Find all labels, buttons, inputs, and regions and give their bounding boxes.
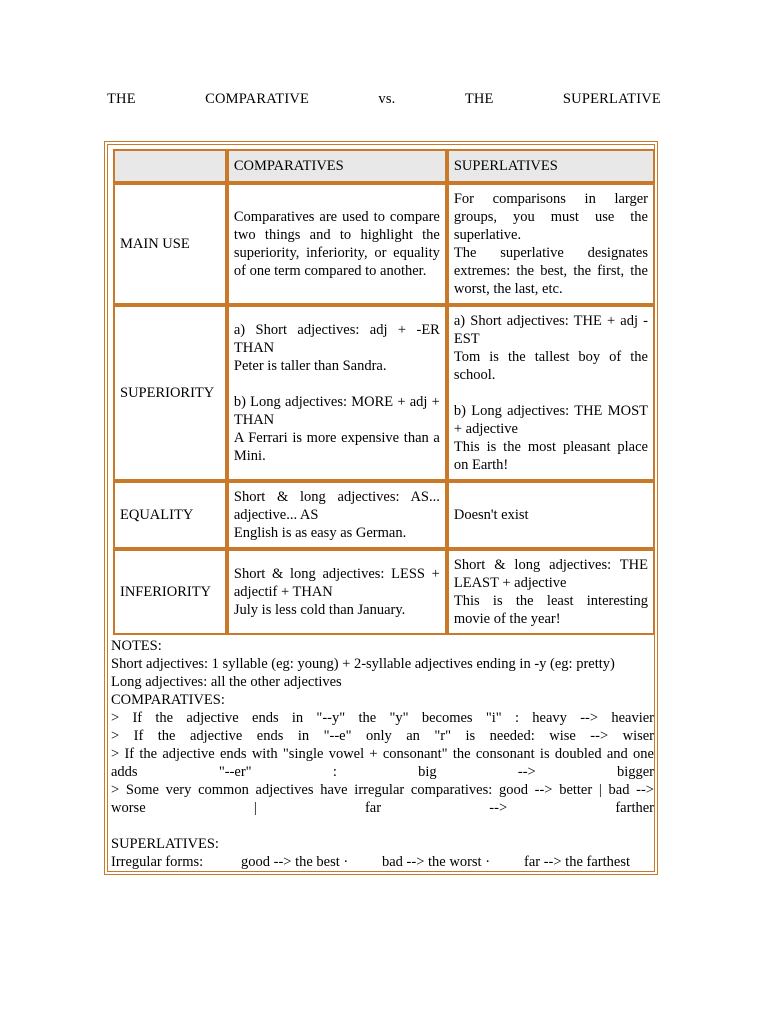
cell-text: a) Short adjectives: THE + adj -EST — [453, 313, 648, 347]
title-word: THE — [107, 91, 136, 107]
document-title — [107, 91, 661, 108]
superlatives-cell — [447, 481, 655, 549]
table-row-superiority — [113, 305, 655, 481]
irregular-form: good --> the best · — [241, 854, 349, 870]
header-cell-superlatives: SUPERLATIVES — [447, 149, 655, 183]
cell-text: Short & long adjectives: LESS + adjectif + THAN — [233, 566, 440, 600]
row-label: INFERIORITY — [113, 549, 227, 635]
cell-text: b) Long adjectives: THE MOST + adjective — [453, 403, 648, 437]
comparison-table — [113, 149, 655, 635]
long-adjectives-definition: Long adjectives: all the other adjectives — [111, 674, 342, 690]
cell-text: This is the least interesting movie of the year! — [453, 593, 648, 627]
header-cell-comparatives: COMPARATIVES — [227, 149, 447, 183]
cell-spacer — [234, 375, 440, 393]
title-word: vs. — [378, 91, 396, 107]
cell-text: For comparisons in larger groups, you must use the superlative. — [453, 191, 648, 243]
superlatives-cell — [447, 183, 655, 305]
superlatives-cell — [447, 305, 655, 481]
title-word: THE — [464, 91, 494, 107]
cell-text: Comparatives are used to compare two things and to highlight the superiority, inferiority, or equality of one term compared to another. — [233, 209, 440, 279]
table-header-row — [113, 149, 655, 183]
cell-text: b) Long adjectives: MORE + adj + THAN — [233, 394, 440, 428]
rule-ending-e: > If the adjective ends in "--e" only an "r" is needed: wise --> wiser — [111, 728, 654, 744]
cell-text: A Ferrari is more expensive than a Mini. — [233, 430, 440, 464]
irregular-form: far --> the farthest — [524, 854, 630, 870]
rule-irregular: > Some very common adjectives have irregular comparatives: good --> better | bad --> — [111, 782, 654, 798]
title-word: SUPERLATIVE — [562, 91, 661, 107]
cell-text: a) Short adjectives: adj + -ER THAN — [233, 322, 440, 356]
cell-spacer — [454, 384, 648, 402]
rule-ending-y: > If the adjective ends in "--y" the "y" becomes "i" : heavy --> heavier — [111, 710, 654, 726]
cell-text: Tom is the tallest boy of the school. — [453, 349, 648, 383]
comparatives-cell — [227, 305, 447, 481]
rule-double-consonant: > If the adjective ends with "single vowel + consonant" the consonant is doubled and one — [111, 746, 654, 762]
cell-text: July is less cold than January. — [233, 602, 406, 618]
table-row-inferiority — [113, 549, 655, 635]
row-label: MAIN USE — [113, 183, 227, 305]
cell-text: English is as easy as German. — [233, 525, 407, 541]
superlatives-heading: SUPERLATIVES: — [111, 836, 219, 852]
cell-text: The superlative designates extremes: the best, the first, the worst, the last, etc. — [453, 245, 648, 297]
title-word: COMPARATIVE — [205, 91, 310, 107]
comparatives-cell — [227, 549, 447, 635]
cell-text: Short & long adjectives: AS... adjective... AS — [233, 489, 440, 523]
cell-text: Peter is taller than Sandra. — [233, 358, 387, 374]
notes-heading: NOTES: — [111, 638, 162, 654]
rule-double-consonant-cont: adds "--er" : big --> bigger — [111, 764, 654, 780]
comparatives-cell — [227, 183, 447, 305]
row-label: SUPERIORITY — [113, 305, 227, 481]
comparatives-heading: COMPARATIVES: — [111, 692, 225, 708]
table-row-equality — [113, 481, 655, 549]
header-cell-empty — [113, 149, 227, 183]
rule-irregular-cont: worse | far --> farther — [111, 800, 654, 816]
irregular-form: bad --> the worst · — [382, 854, 491, 870]
notes-section — [111, 637, 654, 871]
notes-spacer — [111, 817, 654, 835]
cell-text: Short & long adjectives: THE LEAST + adjective — [453, 557, 648, 591]
table-row-main-use — [113, 183, 655, 305]
row-label: EQUALITY — [113, 481, 227, 549]
short-adjectives-definition: Short adjectives: 1 syllable (eg: young) + 2-syllable adjectives ending in -y (eg: pretty) — [111, 656, 615, 672]
irregular-label: Irregular forms: — [111, 854, 204, 870]
cell-text: Doesn't exist — [453, 507, 529, 523]
cell-text: This is the most pleasant place on Earth! — [453, 439, 648, 473]
irregular-forms-line — [111, 853, 654, 871]
superlatives-cell — [447, 549, 655, 635]
comparatives-cell — [227, 481, 447, 549]
